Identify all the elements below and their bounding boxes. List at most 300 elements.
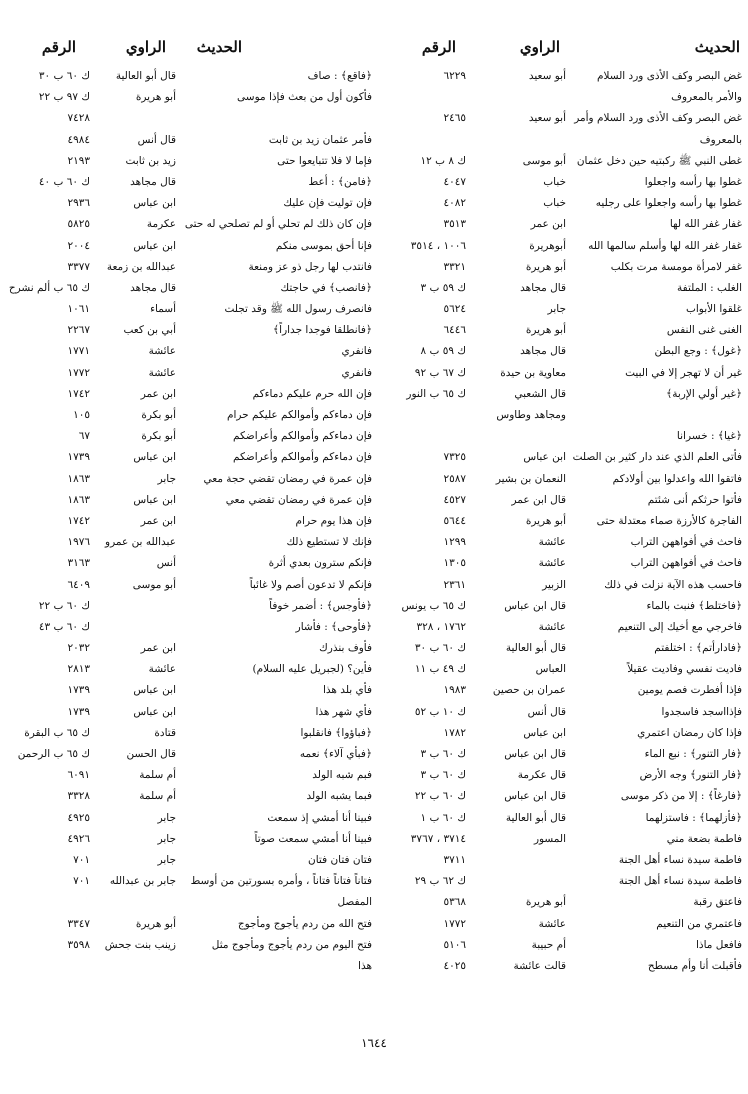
right-column-block [376, 36, 742, 977]
entry-rawi: ابن عمر [140, 514, 176, 527]
entry-rawi: قال أبو العالية [115, 70, 176, 82]
entry-raqm: ١٨٦٣ [67, 493, 90, 506]
entry-raqm: ١٠٦١ [67, 303, 90, 316]
index-entry [6, 808, 372, 829]
entry-rawi: أبي بن كعب [123, 324, 176, 337]
entry-raqm: ك ٦٠ ب ٣٠ [38, 70, 90, 82]
entry-rawi: أم سلمة [139, 790, 176, 803]
entry-hadith: ﴿فادارأتم﴾ : اختلفتم [654, 642, 742, 655]
index-entry [376, 575, 742, 596]
entry-hadith: فإن الله حرم عليكم دماءكم [252, 387, 372, 400]
index-entry [6, 638, 372, 659]
index-entry [6, 405, 372, 426]
entry-rawi: أبو هريرة [525, 514, 566, 527]
index-entry [376, 299, 742, 320]
index-entry [6, 278, 372, 299]
entry-hadith: فإنك لا تستطيع ذلك [286, 536, 372, 549]
entry-rawi: جابر [157, 811, 176, 824]
entry-rawi: أبو هريرة [525, 260, 566, 273]
entry-raqm: ١٠٠٦ ، ٣٥١٤ [410, 239, 466, 252]
entry-raqm: ك ٦٥ ب البقرة [24, 726, 90, 739]
entry-raqm: ١٨٦٣ [67, 472, 90, 485]
entry-hadith: ﴿فأزلهما﴾ : فاستزلهما [645, 811, 742, 824]
index-entry [376, 130, 742, 151]
index-entry [6, 680, 372, 701]
entry-hadith: فاديت نفسي وفاديت عقيلاً [627, 663, 742, 676]
entry-rawi: جابر [157, 832, 176, 845]
entry-raqm: ١٧٣٩ [67, 451, 90, 464]
entry-rawi: قال عكرمة [517, 769, 566, 782]
entry-hadith: فإن دماءكم وأموالكم عليكم حرام [226, 409, 372, 421]
entry-hadith: هذا [358, 959, 372, 972]
entry-rawi: ابن عمر [140, 642, 176, 655]
entry-raqm: ٦٧ [78, 430, 90, 443]
entry-hadith: فتح اليوم من ردم يأجوج ومأجوج مثل [211, 938, 372, 951]
left-header [6, 36, 372, 66]
index-entry [6, 617, 372, 638]
entry-hadith: غفار غفر الله لها وأسلم سالمها الله [588, 239, 742, 252]
index-entry [6, 744, 372, 765]
entry-hadith: فإذا أفطرت فصم يومين [637, 684, 742, 697]
entry-hadith: ﴿فاقع﴾ : صاف [307, 70, 372, 82]
entry-hadith: فأمر عثمان زيد بن ثابت [268, 133, 372, 146]
index-entry [376, 108, 742, 129]
entry-hadith: فاحث في أفواههن التراب [630, 557, 742, 570]
entry-rawi: أبوهريرة [529, 239, 566, 252]
entry-raqm: ٣٣٧٧ [67, 260, 90, 273]
index-entry [6, 257, 372, 278]
entry-raqm: ٥١٠٦ [443, 938, 466, 951]
entry-rawi: جابر بن عبدالله [109, 875, 176, 888]
index-entry [376, 341, 742, 362]
index-entry [6, 469, 372, 490]
entry-raqm: ك ٦٠ ب ٣ [420, 769, 466, 782]
entry-raqm: ١٧٤٢ [67, 514, 90, 527]
index-entry [376, 765, 742, 786]
entry-hadith: غض البصر وكف الأذى ورد السلام وأمر [574, 112, 742, 125]
entry-hadith: ﴿فار التنور﴾ وجه الأرض [639, 769, 742, 782]
entry-raqm: ك ٦٠ ب ٢٢ [414, 790, 466, 803]
entry-raqm: ٣٥٩٨ [67, 938, 90, 951]
entry-rawi: زينب بنت جحش [104, 938, 176, 951]
entry-raqm: ك ٦٥ ب النور [406, 387, 466, 400]
index-entry [376, 469, 742, 490]
entry-rawi: قتادة [154, 726, 176, 739]
index-entry [376, 892, 742, 913]
index-entry [6, 659, 372, 680]
entry-raqm: ٣٧١٤ ، ٣٧٦٧ [410, 832, 466, 845]
entry-rawi: خباب [543, 175, 566, 188]
entry-rawi: قال الشعبي [514, 387, 566, 400]
index-entry [6, 553, 372, 574]
index-entry [376, 702, 742, 723]
index-entry [376, 490, 742, 511]
entry-rawi: أم سلمة [139, 769, 176, 782]
index-entry [376, 617, 742, 638]
entry-raqm: ١٠٥ [73, 409, 90, 421]
entry-hadith: ﴿فأوجس﴾ : أضمر خوفاً [269, 599, 372, 612]
index-entry [376, 553, 742, 574]
index-entry [6, 299, 372, 320]
entry-hadith: فأوف بنذرك [319, 642, 372, 655]
entry-hadith: بالمعروف [699, 133, 742, 146]
entry-raqm: ك ٦٠ ب ٣٠ [414, 642, 466, 655]
index-entry [376, 236, 742, 257]
entry-rawi: قال مجاهد [130, 281, 176, 294]
index-entry [6, 532, 372, 553]
entry-hadith: فأقبلت أنا وأم مسطح [647, 959, 742, 972]
entry-raqm: ٧٤٢٨ [67, 112, 90, 125]
entry-hadith: غلقوا الأبواب [685, 303, 742, 316]
entry-rawi: ومجاهد وطاوس [496, 409, 566, 421]
entry-rawi: أبو هريرة [525, 324, 566, 337]
entry-hadith: الغنى غنى النفس [666, 324, 742, 337]
entry-rawi: النعمان بن بشير [495, 472, 566, 485]
entry-hadith: ﴿غول﴾ : وجع البطن [654, 345, 742, 358]
entry-hadith: فبينا أنا أمشي إذ سمعت [267, 811, 372, 824]
entry-rawi: ابن عباس [133, 197, 176, 210]
entry-hadith: فاطمة بضعة مني [666, 832, 742, 845]
entry-rawi: أبو سعيد [528, 112, 566, 125]
index-entry [376, 786, 742, 807]
entry-raqm: ك ٦٠ ب ٢٢ [38, 599, 90, 612]
entry-raqm: ٤٠٨٢ [443, 197, 466, 210]
entry-hadith: فإما لا فلا تتبايعوا حتى [277, 154, 372, 167]
right-entries [376, 66, 742, 977]
header-raqm: الرقم [421, 38, 456, 56]
entry-hadith: ﴿فانصب﴾ في حاجتك [280, 281, 372, 294]
header-rawi: الراوي [519, 38, 560, 56]
entry-raqm: ٧٠١ [73, 853, 90, 866]
entry-raqm: ٦٤٠٩ [67, 578, 90, 591]
entry-raqm: ٢٩٣٦ [67, 197, 90, 210]
entry-raqm: ١٧٤٢ [67, 387, 90, 400]
entry-rawi: جابر [157, 472, 176, 485]
entry-raqm: ك ٦٥ ب يونس [401, 599, 466, 612]
index-entry [376, 193, 742, 214]
index-entry [6, 384, 372, 405]
entry-rawi: عبدالله بن زمعة [106, 260, 176, 273]
index-entry [6, 914, 372, 935]
index-entry [6, 341, 372, 362]
entry-hadith: فإن دماءكم وأموالكم وأعراضكم [233, 451, 372, 464]
entry-rawi: قال أنس [527, 705, 566, 718]
entry-rawi: ابن عباس [523, 726, 566, 739]
entry-hadith: فأكون أول من بعث فإذا موسى [237, 91, 372, 104]
right-header [376, 36, 742, 66]
index-entry [6, 575, 372, 596]
entry-hadith: فاعتمري من التنعيم [656, 917, 742, 930]
index-entry [376, 596, 742, 617]
entry-raqm: ك ١٠ ب ٥٢ [414, 705, 466, 718]
index-entry [6, 236, 372, 257]
entry-rawi: ابن عباس [523, 451, 566, 464]
entry-hadith: غض البصر وكف الأذى ورد السلام [596, 70, 742, 82]
entry-raqm: ٤٩٨٤ [67, 133, 90, 146]
entry-raqm: ١٧٧٢ [443, 917, 466, 930]
entry-rawi: قال مجاهد [520, 345, 566, 358]
entry-hadith: فإن دماءكم وأموالكم وأعراضكم [233, 430, 372, 443]
entry-raqm: ١٣٠٥ [443, 557, 466, 570]
entry-raqm: ٢٠٠٤ [67, 239, 90, 252]
index-entry [6, 108, 372, 129]
index-entry [6, 892, 372, 913]
entry-hadith: ﴿فأوحى﴾ : فأشار [295, 620, 372, 633]
index-entry [6, 320, 372, 341]
index-entry [6, 956, 372, 977]
index-entry [376, 956, 742, 977]
entry-raqm: ٤٥٢٧ [443, 493, 466, 506]
entry-hadith: ﴿فار التنور﴾ : نبع الماء [644, 748, 742, 760]
entry-hadith: ﴿فامن﴾ : أعط [308, 175, 372, 188]
entry-hadith: فإذا كان رمضان اعتمري [637, 726, 742, 739]
entry-hadith: فبينا أنا أمشي سمعت صوتاً [254, 832, 372, 845]
entry-rawi: أبو هريرة [135, 917, 176, 930]
entry-hadith: ﴿فبأي آلاء﴾ نعمه [299, 748, 372, 760]
entry-hadith: فإنكم لا تدعون أصم ولا غائباً [249, 578, 372, 591]
entry-raqm: ١٧٧١ [67, 345, 90, 358]
entry-raqm: ١٧٣٩ [67, 705, 90, 718]
entry-hadith: ﴿غير أولي الإربة﴾ [666, 387, 742, 400]
entry-hadith: ﴿فانطلقا فوجدا جداراً﴾ [273, 324, 372, 337]
entry-hadith: غطوا بها رأسه واجعلوا على رجليه [595, 197, 742, 210]
entry-hadith: فبما يشبه الولد [306, 790, 372, 803]
entry-hadith: فإن هذا يوم حرام [295, 514, 372, 527]
entry-hadith: فأتى العلم الذي عند دار كثير بن الصلت [572, 451, 742, 464]
entry-hadith: ﴿فارغاً﴾ : إلا من ذكر موسى [620, 790, 742, 803]
entry-hadith: المفصل [337, 896, 372, 909]
entry-rawi: أبو موسى [132, 578, 176, 591]
entry-raqm: ٥٦٤٤ [443, 514, 466, 527]
entry-hadith: فتان فتان فتان [308, 853, 372, 866]
entry-raqm: ٥٣٦٨ [443, 896, 466, 909]
entry-hadith: فانفري [341, 366, 372, 379]
entry-rawi: أم حبيبة [531, 938, 566, 951]
entry-rawi: معاوية بن حيدة [500, 366, 566, 379]
entry-raqm: ١٧٧٢ [67, 366, 90, 379]
entry-hadith: فإن كان ذلك لم تحلي أو لم تصلحي له حتى [184, 218, 372, 231]
index-entry [6, 723, 372, 744]
index-entry [376, 426, 742, 447]
entry-raqm: ١٢٩٩ [443, 536, 466, 549]
entry-rawi: قال ابن عباس [504, 599, 566, 612]
entry-raqm: ك ٤٩ ب ١١ [414, 663, 466, 676]
index-entry [6, 511, 372, 532]
index-entry [6, 765, 372, 786]
entry-raqm: ٢٣٦١ [443, 578, 466, 591]
entry-rawi: عائشة [148, 345, 176, 358]
entry-raqm: ك ٦٠ ب ٣ [420, 748, 466, 760]
entry-hadith: فتاناً فتاناً فتاناً ، وأمره بسورتين من أوسط [190, 875, 372, 888]
entry-rawi: ابن عباس [133, 493, 176, 506]
index-entry [6, 130, 372, 151]
entry-hadith: غطى النبي ﷺ ركبتيه حين دخل عثمان [576, 154, 742, 167]
entry-raqm: ٢٥٨٧ [443, 472, 466, 485]
entry-rawi: عائشة [148, 366, 176, 379]
index-entry [376, 87, 742, 108]
entry-raqm: ك ٦٥ ب الرحمن [17, 748, 90, 760]
entry-hadith: ﴿فاختلط﴾ فنبت بالماء [646, 599, 742, 612]
entry-hadith: فإذااسجد فاسجدوا [661, 705, 742, 718]
index-entry [376, 511, 742, 532]
entry-hadith: فبم شبه الولد [312, 769, 372, 782]
entry-hadith: الفاجرة كالأرزة صماء معتدلة حتى [596, 514, 742, 527]
entry-rawi: عائشة [538, 536, 566, 549]
entry-hadith: فأي شهر هذا [315, 705, 372, 718]
left-column-block [6, 36, 372, 977]
index-entry [376, 214, 742, 235]
entry-raqm: ٣١٦٣ [67, 557, 90, 570]
entry-rawi: قال مجاهد [130, 175, 176, 188]
entry-raqm: ٤٠٤٧ [443, 175, 466, 188]
index-entry [6, 151, 372, 172]
entry-rawi: جابر [547, 303, 566, 316]
index-entry [6, 172, 372, 193]
entry-rawi: زيد بن ثابت [125, 154, 176, 167]
entry-hadith: فإن توليت فإن عليك [283, 197, 372, 210]
entry-raqm: ٥٦٢٤ [443, 303, 466, 316]
index-entry [376, 659, 742, 680]
index-entry [6, 702, 372, 723]
entry-rawi: قال أبو العالية [505, 642, 566, 655]
entry-raqm: ٢٤٦٥ [443, 112, 466, 125]
entry-rawi: عمران بن حصين [492, 684, 566, 697]
index-entry [6, 490, 372, 511]
index-entry [6, 426, 372, 447]
entry-rawi: ابن عباس [133, 451, 176, 464]
entry-raqm: ١٧٣٩ [67, 684, 90, 697]
entry-raqm: ٦٠٩١ [67, 769, 90, 782]
entry-rawi: عكرمة [146, 218, 176, 231]
entry-hadith: فانفري [341, 345, 372, 358]
entry-rawi: خباب [543, 197, 566, 210]
entry-raqm: ٢٠٣٢ [67, 642, 90, 655]
entry-raqm: ١٩٨٣ [443, 684, 466, 697]
entry-rawi: قال ابن عباس [504, 790, 566, 803]
index-entry [6, 786, 372, 807]
entry-hadith: فاطمة سيدة نساء أهل الجنة [618, 853, 742, 866]
header-raqm: الرقم [41, 38, 76, 56]
entry-rawi: عائشة [538, 620, 566, 633]
entry-raqm: ك ٦٠ ب ٤٠ [38, 175, 90, 188]
entry-rawi: أبو موسى [522, 154, 566, 167]
entry-rawi: أبو بكرة [141, 409, 176, 421]
entry-hadith: فاتقوا الله واعدلوا بين أولادكم [612, 472, 742, 485]
entry-rawi: عبدالله بن عمرو [105, 536, 176, 549]
entry-hadith: فاعتق رقبة [693, 896, 742, 909]
entry-raqm: ٧٣٢٥ [443, 451, 466, 464]
entry-hadith: فإن عمرة في رمضان تقضي معي [225, 493, 372, 506]
entry-rawi: العباس [535, 663, 566, 676]
index-entry [376, 723, 742, 744]
index-entry [376, 808, 742, 829]
entry-hadith: غطوا بها رأسه واجعلوا [644, 175, 742, 188]
index-entry [376, 447, 742, 468]
index-entry [6, 447, 372, 468]
page-number: ١٦٤٤ [361, 1036, 387, 1050]
entry-rawi: جابر [157, 853, 176, 866]
index-entry [6, 871, 372, 892]
entry-raqm: ٦٢٢٩ [443, 70, 466, 82]
entry-rawi: أنس [156, 557, 176, 570]
entry-hadith: غفار غفر الله لها [669, 218, 742, 231]
entry-hadith: فاحسب هذه الآية نزلت في ذلك [604, 578, 742, 591]
left-entries [6, 66, 372, 977]
entry-raqm: ١٧٦٢ ، ٣٢٨ [416, 620, 466, 633]
entry-rawi: ابن عباس [133, 705, 176, 718]
entry-hadith: غير أن لا تهجر إلا في البيت [625, 366, 742, 379]
entry-rawi: عائشة [148, 663, 176, 676]
index-entry [376, 850, 742, 871]
entry-hadith: فإن عمرة في رمضان تقضي حجة معي [203, 472, 372, 485]
entry-raqm: ك ٥٩ ب ٣ [420, 281, 466, 294]
entry-rawi: الزبير [542, 578, 566, 591]
entry-hadith: فانتدب لها رجل ذو عز ومنعة [248, 260, 372, 273]
entry-raqm: ٣٥١٣ [443, 218, 466, 231]
entry-raqm: ٢١٩٣ [67, 154, 90, 167]
entry-rawi: قال ابن عباس [504, 748, 566, 760]
entry-raqm: ك ٥٩ ب ٨ [420, 345, 466, 358]
index-entry [6, 935, 372, 956]
entry-raqm: ك ٦٥ ب ألم نشرح [8, 281, 90, 294]
index-entry [376, 66, 742, 87]
entry-rawi: أسماء [150, 303, 176, 316]
entry-raqm: ٤٩٢٥ [67, 811, 90, 824]
entry-rawi: قال أبو العالية [505, 811, 566, 824]
entry-rawi: أبو هريرة [525, 896, 566, 909]
entry-rawi: قال الحسن [126, 748, 176, 760]
entry-rawi: المسور [533, 832, 566, 845]
index-entry [6, 829, 372, 850]
entry-raqm: ٤٠٢٥ [443, 959, 466, 972]
entry-raqm: ك ٦٠ ب ١ [420, 811, 466, 824]
index-entry [376, 278, 742, 299]
index-entry [6, 66, 372, 87]
index-entry [376, 363, 742, 384]
entry-raqm: ك ٦٢ ب ٢٩ [414, 875, 466, 888]
index-entry [376, 638, 742, 659]
entry-rawi: عائشة [538, 917, 566, 930]
entry-hadith: فإنكم سترون بعدي أثرة [268, 557, 372, 570]
entry-rawi: ابن عمر [530, 218, 566, 231]
entry-hadith: فاخرجي مع أخيك إلى التنعيم [617, 620, 742, 633]
entry-raqm: ١٧٨٢ [443, 726, 466, 739]
index-entry [376, 320, 742, 341]
entry-hadith: فانصرف رسول الله ﷺ وقد تجلت [224, 303, 372, 316]
index-entry [6, 193, 372, 214]
index-entry [376, 829, 742, 850]
entry-hadith: ﴿فباؤوا﴾ فانقلبوا [300, 726, 372, 739]
entry-rawi: أبو هريرة [135, 91, 176, 104]
entry-raqm: ٢٢٦٧ [67, 324, 90, 337]
entry-raqm: ٣٣٤٧ [67, 917, 90, 930]
index-entry [376, 935, 742, 956]
index-entry [376, 914, 742, 935]
entry-hadith: ﴿غيا﴾ : خسرانا [676, 430, 742, 443]
entry-raqm: ٦٤٤٦ [443, 324, 466, 337]
entry-rawi: أبو سعيد [528, 70, 566, 82]
entry-hadith: والأمر بالمعروف [671, 91, 742, 104]
entry-rawi: أبو بكرة [141, 430, 176, 443]
index-entry [6, 214, 372, 235]
index-entry [6, 87, 372, 108]
entry-hadith: فاطمة سيدة نساء أهل الجنة [618, 875, 742, 888]
entry-rawi: قال ابن عمر [511, 493, 566, 506]
header-hadith: الحديث [196, 38, 242, 56]
entry-hadith: غفر لامرأة مومسة مرت بكلب [610, 260, 742, 273]
entry-raqm: ٥٨٢٥ [67, 218, 90, 231]
entry-hadith: فافعل ماذا [695, 938, 742, 951]
